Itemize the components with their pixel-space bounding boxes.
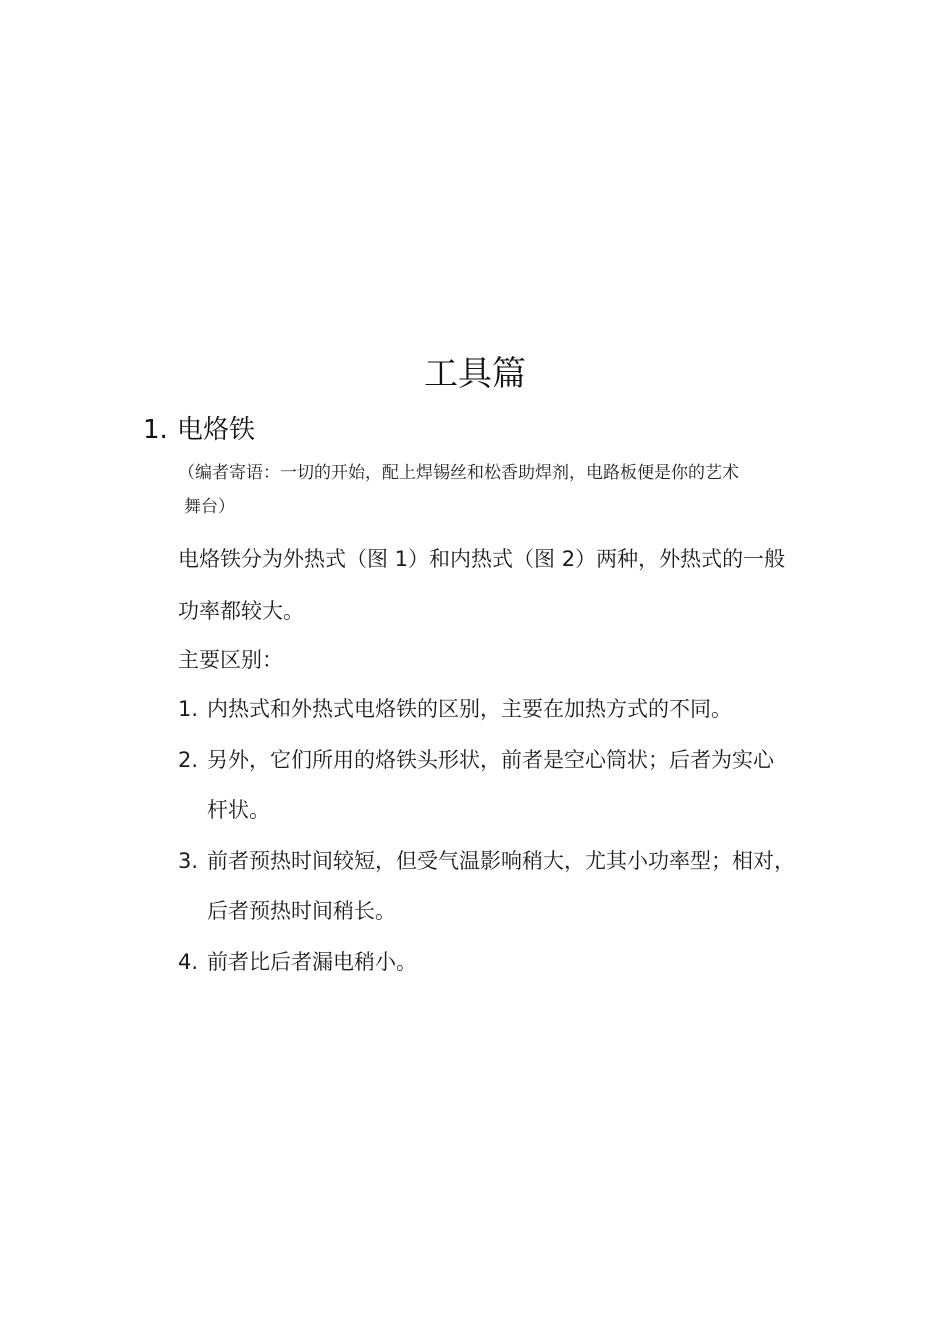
list-item xyxy=(178,684,818,735)
differences-subheading xyxy=(178,634,818,686)
intro-line-2: 功率都较大。 xyxy=(178,599,304,623)
list-item-line: 另外，它们所用的烙铁头形状，前者是空心筒状；后者为实心 xyxy=(207,747,774,772)
list-item-line: 内热式和外热式电烙铁的区别，主要在加热方式的不同。 xyxy=(207,697,732,721)
list-item-number: 1. xyxy=(178,697,199,721)
page-title: 工具篇 xyxy=(424,354,526,394)
editor-note xyxy=(178,462,818,518)
list-item xyxy=(178,836,818,937)
section-heading xyxy=(143,410,255,450)
list-item xyxy=(178,937,818,988)
intro-line-1: 电烙铁分为外热式（图 1）和内热式（图 2）两种，外热式的一般 xyxy=(178,547,786,571)
subheading-text: 主要区别： xyxy=(178,648,283,672)
editor-note-line-1: （编者寄语：一切的开始，配上焊锡丝和松香助焊剂，电路板便是你的艺术 xyxy=(178,463,739,483)
list-item xyxy=(178,735,818,836)
list-item-number: 3. xyxy=(178,848,199,873)
section-number: 1. xyxy=(143,415,168,445)
list-item-line: 杆状。 xyxy=(207,798,270,822)
list-item-number: 2. xyxy=(178,747,199,772)
list-item-line: 后者预热时间稍长。 xyxy=(207,899,396,923)
intro-paragraph xyxy=(178,533,818,637)
differences-list xyxy=(178,684,818,987)
list-item-line: 前者比后者漏电稍小。 xyxy=(207,949,417,974)
list-item-number: 4. xyxy=(178,949,199,974)
list-item-line: 前者预热时间较短，但受气温影响稍大，尤其小功率型；相对， xyxy=(207,848,795,873)
editor-note-line-2: 舞台） xyxy=(184,497,235,517)
section-title: 电烙铁 xyxy=(177,415,256,445)
